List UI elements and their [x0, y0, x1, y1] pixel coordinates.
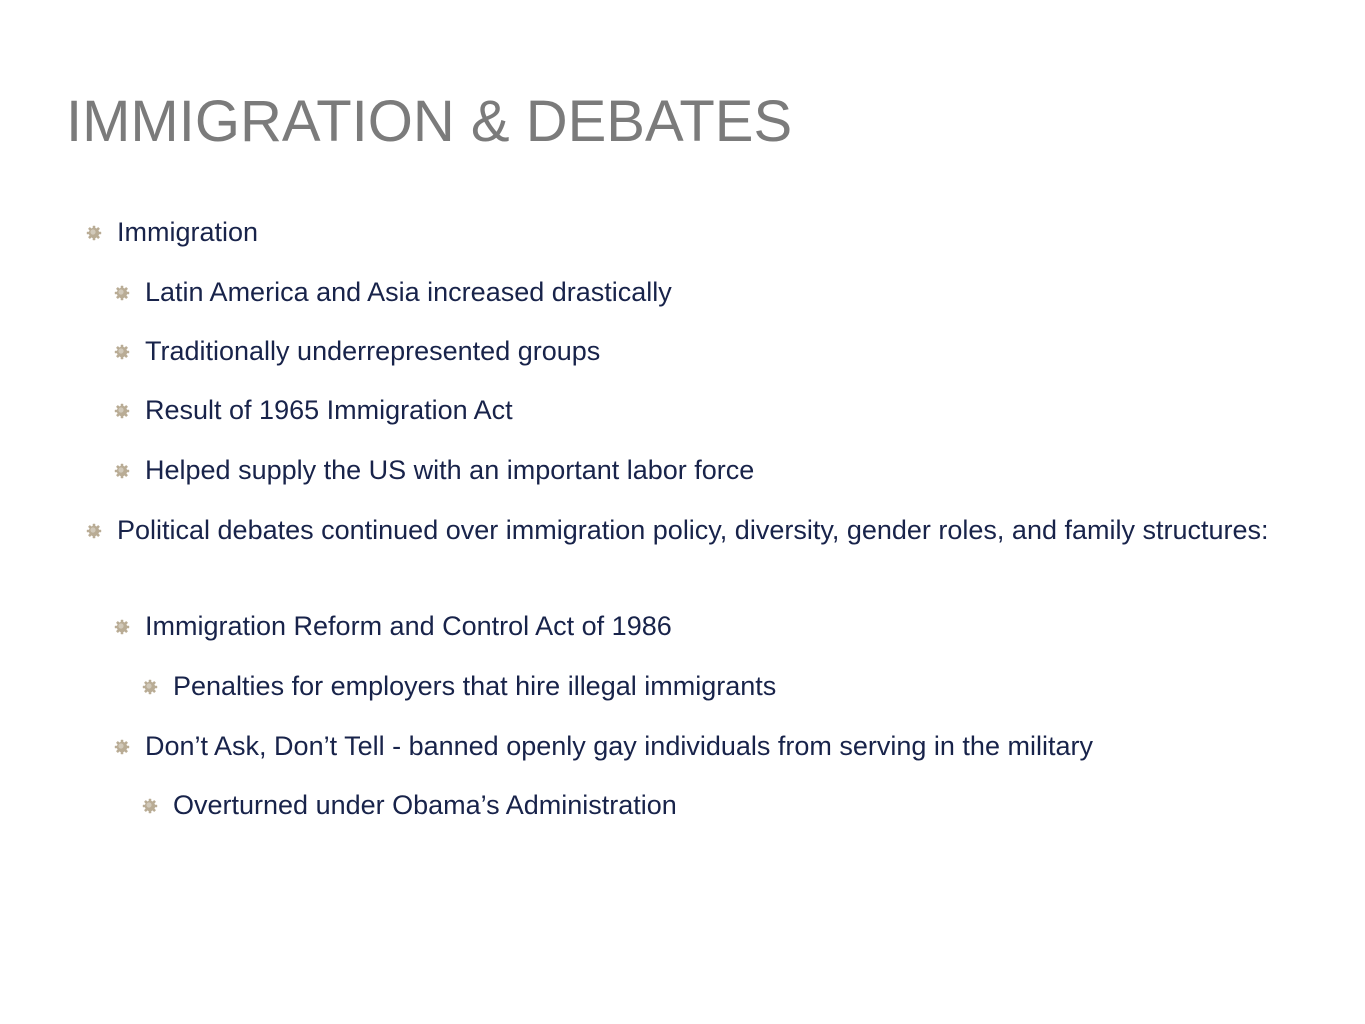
gear-bullet-icon — [114, 739, 130, 755]
bullet-item — [173, 669, 776, 704]
bullet-text: Political debates continued over immigration policy, diversity, gender roles, and family structures: — [117, 515, 1269, 545]
bullet-item — [145, 393, 513, 428]
bullet-text: Don’t Ask, Don’t Tell - banned openly gay individuals from serving in the military — [145, 731, 1093, 761]
gear-bullet-icon — [114, 463, 130, 479]
gear-bullet-icon — [142, 798, 158, 814]
gear-bullet-icon — [114, 403, 130, 419]
bullet-item — [145, 609, 672, 644]
bullet-text: Penalties for employers that hire illegal immigrants — [173, 671, 777, 701]
gear-bullet-icon — [114, 344, 130, 360]
gear-bullet-icon — [114, 619, 130, 635]
bullet-item — [117, 513, 1292, 548]
bullet-item — [173, 788, 677, 823]
gear-bullet-icon — [142, 679, 158, 695]
bullet-text: Immigration — [117, 217, 259, 247]
bullet-text: Traditionally underrepresented groups — [145, 336, 601, 366]
bullet-item — [117, 215, 258, 250]
bullet-item — [145, 334, 600, 369]
gear-bullet-icon — [86, 523, 102, 539]
bullet-item — [145, 729, 1093, 764]
bullet-text: Immigration Reform and Control Act of 1986 — [145, 611, 672, 641]
bullet-item — [145, 453, 754, 488]
bullet-item — [145, 275, 672, 310]
slide-title: IMMIGRATION & DEBATES — [66, 89, 793, 154]
bullet-text: Overturned under Obama’s Administration — [173, 790, 677, 820]
gear-bullet-icon — [114, 285, 130, 301]
bullet-text: Helped supply the US with an important labor force — [145, 455, 755, 485]
bullet-text: Latin America and Asia increased drastically — [145, 277, 672, 307]
gear-bullet-icon — [86, 225, 102, 241]
bullet-text: Result of 1965 Immigration Act — [145, 395, 513, 425]
